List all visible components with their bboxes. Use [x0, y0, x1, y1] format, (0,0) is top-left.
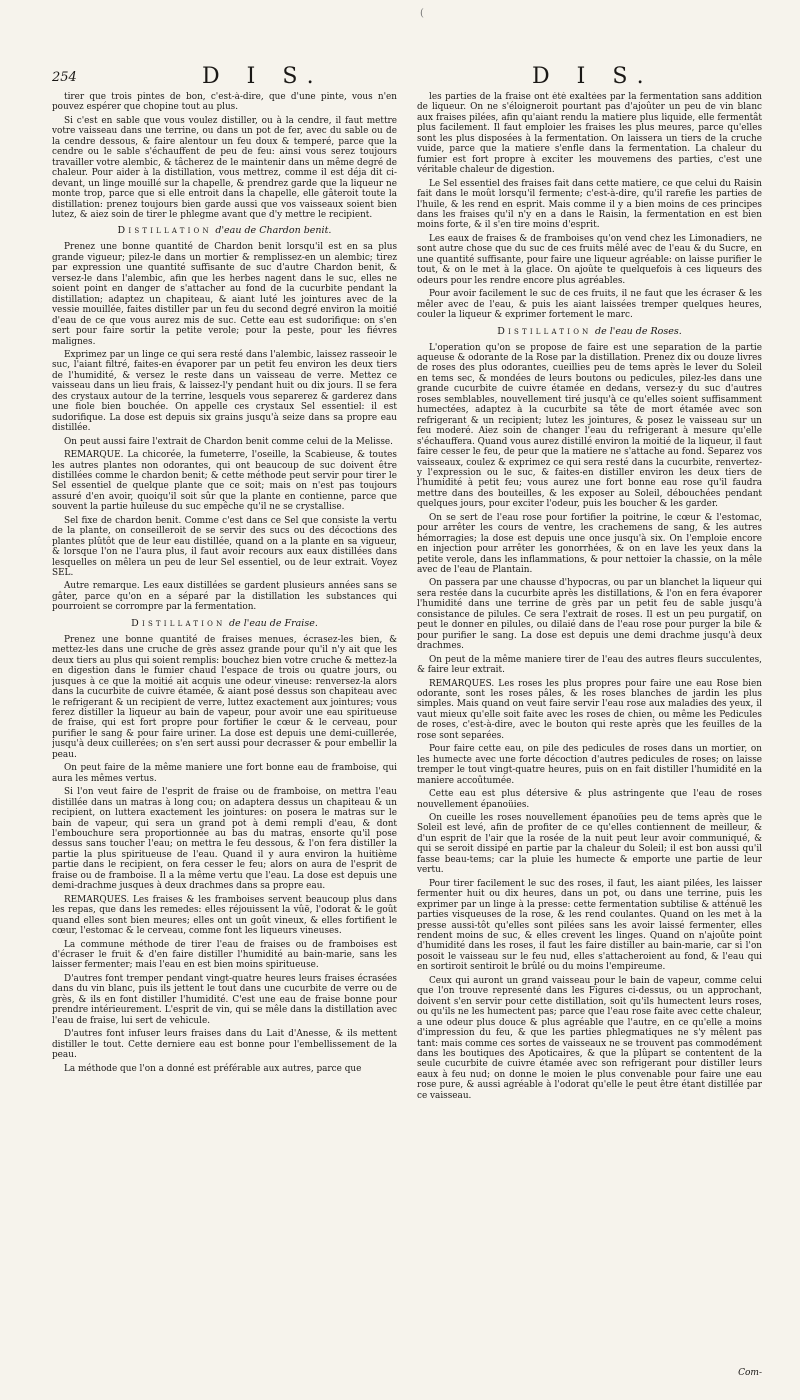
section-heading	[52, 225, 397, 236]
right-column	[417, 92, 762, 1362]
top-mark: (	[420, 8, 424, 19]
heading-title: de l'eau de Fraise.	[228, 617, 318, 629]
heading-word: Distillation	[117, 225, 212, 237]
section-heading	[52, 618, 397, 629]
paragraph: On passera par une chausse d'hypocras, ou par un blanchet la liqueur qui sera restée dans la cucurbite après les distillations, & l'on en fera évaporer l'humidité dans une terrine de grès par un petit feu de sable jusqu'à consistance de pilules. Ce sera l'extrait de roses. Il est un peu purgatif, on peut le donner en pilules, ou dilaié dans de l'eau rose pour purger la bile & pour purifier le sang. La dose est depuis une demi drachme jusqu'à deux drachmes.	[417, 578, 762, 652]
paragraph: On se sert de l'eau rose pour fortifier la poitrine, le cœur & l'estomac, pour arrêter les cours de ventre, les crachemens de sang, & les autres hémorragies; la dose est depuis une once jusqu'à six. On l'emploie encore en injection pour arrêter les gonorrhées, & on en lave les yeux dans la petite verole, dans les inflammations, & pour nettoier la chassie, on la mêle avec de l'eau de Plantain.	[417, 512, 762, 576]
paragraph: La méthode que l'on a donné est préférable aux autres, parce que	[64, 1063, 362, 1074]
heading-word: Distillation	[497, 325, 592, 337]
paragraph: On cueille les roses nouvellement épanoüies peu de tems après que le Soleil est levé, afin de profiter de ce qu'elles contiennent de meilleur, & d'un esprit de l'air que la rosée de la nuit peut leur avoir communiqué, & qui se seroit dissipé en partie par la chaleur du Soleil; il est bon aussi qu'il fasse beau-tems; car la pluie les humecte & emporte une partie de leur vertu.	[417, 813, 762, 876]
heading-title: de l'eau de Roses.	[595, 325, 682, 337]
paragraph: On peut aussi faire l'extrait de Chardon benit comme celui de la Melisse.	[64, 436, 394, 447]
paragraph: L'operation qu'on se propose de faire est une separation de la partie aqueuse & odorante de la Rose par la distillation. Prenez dix ou douze livres de roses des plus odorantes, cueillies peu de tems après le lever du Soleil en tems sec, & mondées de leurs boutons ou pedicules, pilez-les dans une grande cucurbite de cuivre étamée en dedans, versez-y du suc d'autres roses semblables, nouvellement tiré jusqu'à ce qu'elles soient suffisamment humectées, adaptez à la cucurbite sa tête de mort étamée avec son refrigerant & un recipient; lutez les jointures, & posez le vaisseau sur un feu moderé. Aiez soin de changer l'eau du refrigerant à mesure qu'elle s'échauffera. Quand vous aurez distillé environ la moitié de la liqueur, il faut faire cesser le feu, de peur que la matiere ne s'attache au fond. Separez vos vaisseaux, coulez & exprimez ce qui sera resté dans la cucurbite, renvertez-y l'expression ou le suc, & faites-en distiller environ les deux tiers de l'humidité à petit feu; vous aurez une fort bonne eau rose qu'il faudra mettre dans des bouteilles, & les exposer au Soleil, débouchées pendant quelques jours, pour exciter l'odeur, puis les boucher & les garder.	[417, 342, 762, 510]
catchword: Com-	[738, 1368, 762, 1378]
paragraph: Pour avoir facilement le suc de ces fruits, il ne faut que les écraser & les mêler avec de l'eau, & puis les aiant laissées tremper quelques heures, couler la liqueur & exprimer fortement le marc.	[417, 289, 762, 321]
paragraph: Si l'on veut faire de l'esprit de fraise ou de framboise, on mettra l'eau distillée dans un matras à long cou; on adaptera dessus un chapiteau & un recipient, on luttera exactement les jointures: on posera le matras sur le bain de vapeur, qui sera un grand pot à demi rempli d'eau, & dont l'embouchure sera proportionnée au bas du matras, ensorte qu'il pose dessus sans toucher l'eau; on mettra le feu dessous, & l'on fera distiller la partie la plus spiritueuse de l'eau. Quand il y aura environ la huitième partie dans le recipient, on fera cesser le feu; alors on aura de l'esprit de fraise ou de framboise. Il a la même vertu que l'eau. La dose est depuis une demi-drachme jusques à deux drachmes dans sa propre eau.	[52, 787, 397, 892]
paragraph: REMARQUES. Les fraises & les framboises servent beaucoup plus dans les repas, que dans les remedes: elles réjouissent la vûë, l'odorat & le goût quand elles sont bien meures; elles ont un goût vineux, & elles fortifient le cœur, l'estomac & le cerveau, comme font les liqueurs vineuses.	[52, 894, 397, 937]
running-header	[52, 64, 762, 92]
running-title-left: D I S.	[202, 64, 324, 89]
running-title-right: D I S.	[532, 64, 654, 89]
paragraph: tirer que trois pintes de bon, c'est-à-dire, que d'une pinte, vous n'en pouvez espérer que chopine tout au plus.	[52, 92, 397, 113]
paragraph: Les eaux de fraises & de framboises qu'on vend chez les Limonadiers, ne sont autre chose que du suc de ces fruits mêlé avec de l'eau & du Sucre, en une quantité suffisante, pour faire une liqueur agréable: on laisse purifier le tout, & on le met à la glace. On ajoûte te quelquefois à ces liqueurs des odeurs pour les rendre encore plus agréables.	[417, 233, 762, 286]
paragraph: Pour tirer facilement le suc des roses, il faut, les aiant pilées, les laisser fermenter huit ou dix heures, dans un pot, ou dans une terrine, puis les exprimer par un linge à la presse: cette fermentation subtilise & atténuë les parties visqueuses de la rose, & les rend coulantes. Quand on les met à la presse aussi-tôt qu'elles sont pilées sans les avoir laissé fermenter, elles rendent moins de suc, & elles crevent les linges. Quand on n'ajoûte point d'humidité dans les roses, il faut les faire distiller au bain-marie, car si l'on posoit le vaisseau sur le feu nud, elles s'attacheroient au fond, & l'eau qui en sortiroit sentiroit le brûlé ou du moins l'empireume.	[417, 878, 762, 973]
left-column	[52, 92, 397, 1362]
paragraph: Ceux qui auront un grand vaisseau pour le bain de vapeur, comme celui que l'on trouve representé dans les Figures ci-dessus, ou un approchant, doivent s'en servir pour cette distillation, soit qu'ils humectent leurs roses, ou qu'ils ne les humectent pas; parce que l'eau rose faite avec cette chaleur, a une odeur plus douce & plus agréable que l'autre, en ce qu'elle a moins d'impression du feu, & que les parties phlegmatiques ne s'y mêlent pas tant: mais comme ces sortes de vaisseaux ne se trouvent pas commodément dans les boutiques des Apoticaires, & que la plûpart se contentent de la seule cucurbite de cuivre étamée avec son refrigerant pour distiller leurs eaux à feu nud; on donne le moien le plus convenable pour faire une eau rose pure, & aussi agréable à l'odorat qu'elle le peut être étant distillée par ce vaisseau.	[417, 975, 762, 1101]
paragraph: Le Sel essentiel des fraises fait dans cette matiere, ce que celui du Raisin fait dans le moût lorsqu'il fermente; c'est-à-dire, qu'il rarefie les parties de l'huile, & les rend en esprit. Mais comme il y a bien moins de ces principes dans les fraises qu'il n'y en a dans le Raisin, la fermentation en est bien moins forte, & il s'en tire moins d'esprit.	[417, 178, 762, 231]
paragraph: La commune méthode de tirer l'eau de fraises ou de framboises est d'écraser le fruit & d'en faire distiller l'humidité au bain-marie, sans les laisser fermenter; mais l'eau en est bien moins spiritueuse.	[52, 939, 397, 971]
paragraph: REMARQUES. Les roses les plus propres pour faire une eau Rose bien odorante, sont les roses pâles, & les roses blanches de jardin les plus simples. Mais quand on veut faire servir l'eau rose aux maladies des yeux, il vaut mieux qu'elle soit faite avec les roses de chien, ou même les Pedicules de roses, c'est-à-dire, avec le bouton qui reste après que les feuilles de la rose sont separées.	[417, 678, 762, 741]
heading-word: Distillation	[131, 617, 226, 629]
paragraph: Cette eau est plus détersive & plus astringente que l'eau de roses nouvellement épanoüies.	[417, 789, 762, 810]
paragraph: Prenez une bonne quantité de fraises menues, écrasez-les bien, & mettez-les dans une cruche de grès assez grande pour qu'il n'y ait que les deux tiers au plus qui soient remplis: bouchez bien votre cruche & mettez-la en digestion dans le fumier chaud l'espace de trois ou quatre jours, ou jusques à ce que la moitié ait acquis une odeur vineuse: renversez-la alors dans la cucurbite de cuivre étamée, & aiant posé dessus son chapiteau avec le refrigerant & un recipient de verre, luttez exactement aux jointures; vous ferez distiller la liqueur au bain de vapeur, pour avoir une eau spiritueuse de fraise, qui est fort propre pour fortifier le cœur & le cerveau, pour purifier le sang & pour faire uriner. La dose est depuis une demi-cuillerée, jusqu'à deux cuillerées; on s'en sert aussi pour decrasser & pour embellir la peau.	[52, 634, 397, 760]
paragraph: Si c'est en sable que vous voulez distiller, ou à la cendre, il faut mettre votre vaisseau dans une terrine, ou dans un pot de fer, avec du sable ou de la cendre dessous, & faire alentour un feu doux & temperé, parce que la cendre ou le sable s'échauffent de peu de feu: ainsi vous serez toujours travailler votre alembic, & tâcherez de le maintenir dans un même degré de chaleur. Pour aider à la distillation, vous mettrez, comme il est déja dit ci-devant, un linge mouillé sur la chapelle, & prendrez garde que la liqueur ne monte trop, parce que si elle entroit dans la chapelle, elle gâteroit toute la distillation: prenez toujours bien garde aussi que vos vaisseaux soient bien lutez, & aiez soin de tirer le phlegme avant que d'y mettre le recipient.	[52, 115, 397, 220]
paragraph: On peut de la même maniere tirer de l'eau des autres fleurs succulentes, & faire leur extrait.	[417, 654, 762, 676]
paragraph: Prenez une bonne quantité de Chardon benit lorsqu'il est en sa plus grande vigueur; pilez-le dans un mortier & remplissez-en un alembic; tirez par expression une quantité suffisante de suc d'autre Chardon benit, & versez-le dans l'alembic, afin que les herbes nagent dans le suc, elles ne soient point en danger de s'attacher au fond de la cucurbite pendant la distillation; adaptez un chapiteau, & aiant luté les jointures avec de la vessie mouillée, faites distiller par un feu du second degré environ la moitié d'eau de ce que vous aurez mis de suc. Cette eau est sudorifique: on s'en sert pour faire sortir la petite verole; pour la peste, pour les fiévres malignes.	[52, 242, 397, 347]
paragraph: Autre remarque. Les eaux distillées se gardent plusieurs années sans se gâter, parce qu'on en a séparé par la distillation les substances qui pourroient se corrompre par la fermentation.	[52, 581, 397, 613]
text-columns	[52, 92, 762, 1362]
paragraph: Pour faire cette eau, on pile des pedicules de roses dans un mortier, on les humecte avec une forte décoction d'autres pedicules de roses; on laisse tremper le tout vingt-quatre heures, puis on en fait distiller l'humidité en la maniere accoûtumée.	[417, 744, 762, 786]
section-heading	[417, 326, 762, 337]
paragraph: D'autres font infuser leurs fraises dans du Lait d'Anesse, & ils mettent distiller le tout. Cette derniere eau est bonne pour l'embellissement de la peau.	[52, 1029, 397, 1061]
paragraph: les parties de la fraise ont été exaltées par la fermentation sans addition de liqueur. On ne s'éloigneroit pourtant pas d'ajoûter un peu de vin blanc aux fraises pilées, afin qu'aiant rendu la matiere plus liquide, elle fermentât plus facilement. Il faut emploier les fraises les plus meures, parce qu'elles sont les plus disposées à la fermentation. On laissera un tiers de la cruche vuide, parce que la matiere s'enfle dans la fermentation. La chaleur du fumier est fort propre à exciter les mouvemens des parties, c'est une véritable chaleur de digestion.	[417, 92, 762, 176]
paragraph: Sel fixe de chardon benit. Comme c'est dans ce Sel que consiste la vertu de la plante, on conseilleroit de se servir des sucs ou des décoctions des plantes plûtôt que de leur eau distillée, quand on a la plante en sa vigueur, & lorsque l'on ne l'aura plus, il faut avoir recours aux eaux distillées dans lesquelles on mêlera un peu de leur Sel essentiel, ou de leur extrait. Voyez SEL.	[52, 515, 397, 579]
paragraph: D'autres font tremper pendant vingt-quatre heures leurs fraises écrasées dans du vin blanc, puis ils jettent le tout dans une cucurbite de verre ou de grès, & ils en font distiller l'humidité. C'est une eau de fraise bonne pour prendre intérieurement. L'esprit de vin, qui se mêle dans la distillation avec l'eau de fraise, lui sert de vehicule.	[52, 973, 397, 1026]
paragraph: REMARQUE. La chicorée, la fumeterre, l'oseille, la Scabieuse, & toutes les autres plantes non odorantes, qui ont beaucoup de suc doivent être distillées comme le chardon benit; & cette méthode peut servir pour tirer le Sel essentiel de quelque plante que ce soit; mais on n'est pas toujours assuré d'en avoir, quoiqu'il soit sûr que la plante en contienne, parce que souvent la partie huileuse du suc empêche qu'il ne se crystallise.	[52, 450, 397, 513]
heading-title: d'eau de Chardon benit.	[215, 225, 332, 237]
paragraph: Exprimez par un linge ce qui sera resté dans l'alembic, laissez rasseoir le suc, l'aiant filtré, faites-en évaporer par un petit feu environ les deux tiers de l'humidité, & versez le reste dans un vaisseau de verre. Mettez ce vaisseau dans un lieu frais, & laissez-l'y pendant huit ou dix jours. Il se fera des crystaux autour de la terrine, lesquels vous separerez & garderez dans une fiole bien bouchée. On appelle ces crystaux Sel essentiel: il est sudorifique. La dose est depuis six grains jusqu'à seize dans sa propre eau distillée.	[52, 349, 397, 434]
page-number: 254	[52, 70, 77, 85]
paragraph: On peut faire de la même maniere une fort bonne eau de framboise, qui aura les mêmes vertus.	[52, 763, 397, 784]
